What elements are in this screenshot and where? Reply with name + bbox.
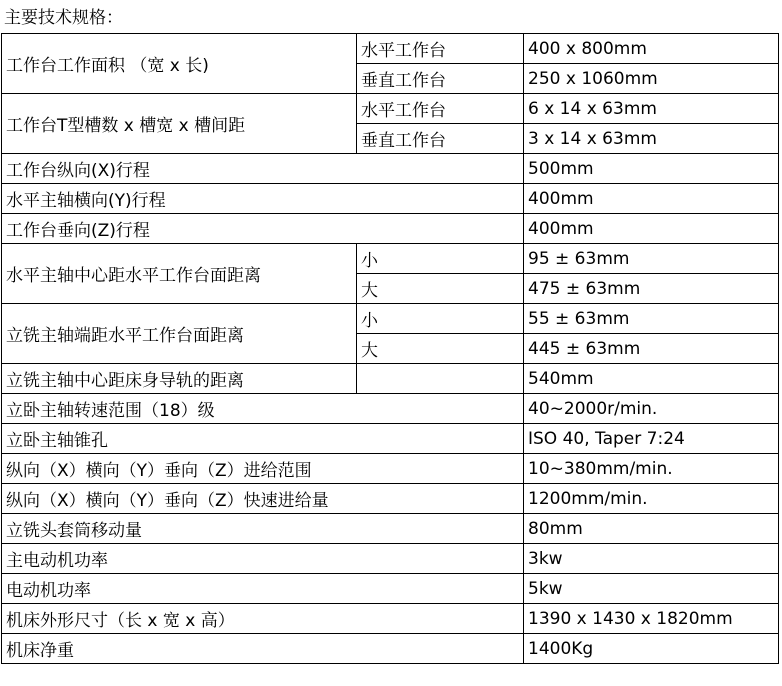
spec-row-h-spindle-distance [2, 244, 779, 274]
spec-label: 工作台T型槽数 x 槽宽 x 槽间距 [2, 94, 357, 154]
spec-label: 立铣头套筒移动量 [2, 514, 524, 544]
spec-value: 55 ± 63mm [524, 304, 779, 334]
spec-label: 立铣主轴中心距床身导轨的距离 [2, 364, 357, 394]
spec-value: 250 x 1060mm [524, 64, 779, 94]
spec-value: 400mm [524, 214, 779, 244]
spec-value: 6 x 14 x 63mm [524, 94, 779, 124]
spec-row-motor [2, 574, 779, 604]
spec-row-v-spindle-distance [2, 304, 779, 334]
spec-sub-label: 小 [357, 244, 524, 274]
spec-value: 1200mm/min. [524, 484, 779, 514]
spec-label: 纵向（X）横向（Y）垂向（Z）进给范围 [2, 454, 524, 484]
spec-label: 工作台垂向(Z)行程 [2, 214, 524, 244]
spec-table [1, 33, 779, 664]
spec-label: 水平主轴中心距水平工作台面距离 [2, 244, 357, 304]
spec-row-main-motor [2, 544, 779, 574]
spec-row-guide-distance [2, 364, 779, 394]
spec-heading: 主要技术规格： [4, 8, 123, 28]
spec-label: 主电动机功率 [2, 544, 524, 574]
spec-label: 纵向（X）横向（Y）垂向（Z）快速进给量 [2, 484, 524, 514]
spec-sub-label: 大 [357, 334, 524, 364]
spec-row-dimensions [2, 604, 779, 634]
spec-value: 445 ± 63mm [524, 334, 779, 364]
spec-value: 95 ± 63mm [524, 244, 779, 274]
spec-sub-label: 小 [357, 304, 524, 334]
spec-label: 立铣主轴端距水平工作台面距离 [2, 304, 357, 364]
spec-sub-label: 水平工作台 [357, 94, 524, 124]
spec-value: ISO 40, Taper 7:24 [524, 424, 779, 454]
spec-sub-label: 水平工作台 [357, 34, 524, 64]
spec-value: 3kw [524, 544, 779, 574]
spec-row-z-travel [2, 214, 779, 244]
spec-label: 机床外形尺寸（长 x 宽 x 高） [2, 604, 524, 634]
spec-label: 工作台纵向(X)行程 [2, 154, 524, 184]
spec-row-quill-travel [2, 514, 779, 544]
spec-label: 立卧主轴转速范围（18）级 [2, 394, 524, 424]
spec-value: 400mm [524, 184, 779, 214]
spec-value: 10~380mm/min. [524, 454, 779, 484]
spec-value: 40~2000r/min. [524, 394, 779, 424]
spec-label: 电动机功率 [2, 574, 524, 604]
spec-value: 475 ± 63mm [524, 274, 779, 304]
spec-value: 1390 x 1430 x 1820mm [524, 604, 779, 634]
spec-row-spindle-taper [2, 424, 779, 454]
spec-label: 工作台工作面积 （宽 x 长) [2, 34, 357, 94]
spec-row-spindle-speed [2, 394, 779, 424]
spec-value: 5kw [524, 574, 779, 604]
spec-value: 3 x 14 x 63mm [524, 124, 779, 154]
spec-value: 540mm [524, 364, 779, 394]
spec-row-t-slots [2, 94, 779, 124]
spec-sub-label [357, 364, 524, 394]
spec-label: 机床净重 [2, 634, 524, 664]
spec-sub-label: 大 [357, 274, 524, 304]
spec-label: 水平主轴横向(Y)行程 [2, 184, 524, 214]
spec-value: 500mm [524, 154, 779, 184]
spec-sub-label: 垂直工作台 [357, 64, 524, 94]
spec-row-net-weight [2, 634, 779, 664]
spec-label: 立卧主轴锥孔 [2, 424, 524, 454]
spec-value: 400 x 800mm [524, 34, 779, 64]
spec-row-rapid-feed [2, 484, 779, 514]
spec-row-feed-range [2, 454, 779, 484]
spec-row-x-travel [2, 154, 779, 184]
spec-sub-label: 垂直工作台 [357, 124, 524, 154]
spec-row-y-travel [2, 184, 779, 214]
spec-value: 80mm [524, 514, 779, 544]
spec-value: 1400Kg [524, 634, 779, 664]
spec-row-worktable-area [2, 34, 779, 64]
